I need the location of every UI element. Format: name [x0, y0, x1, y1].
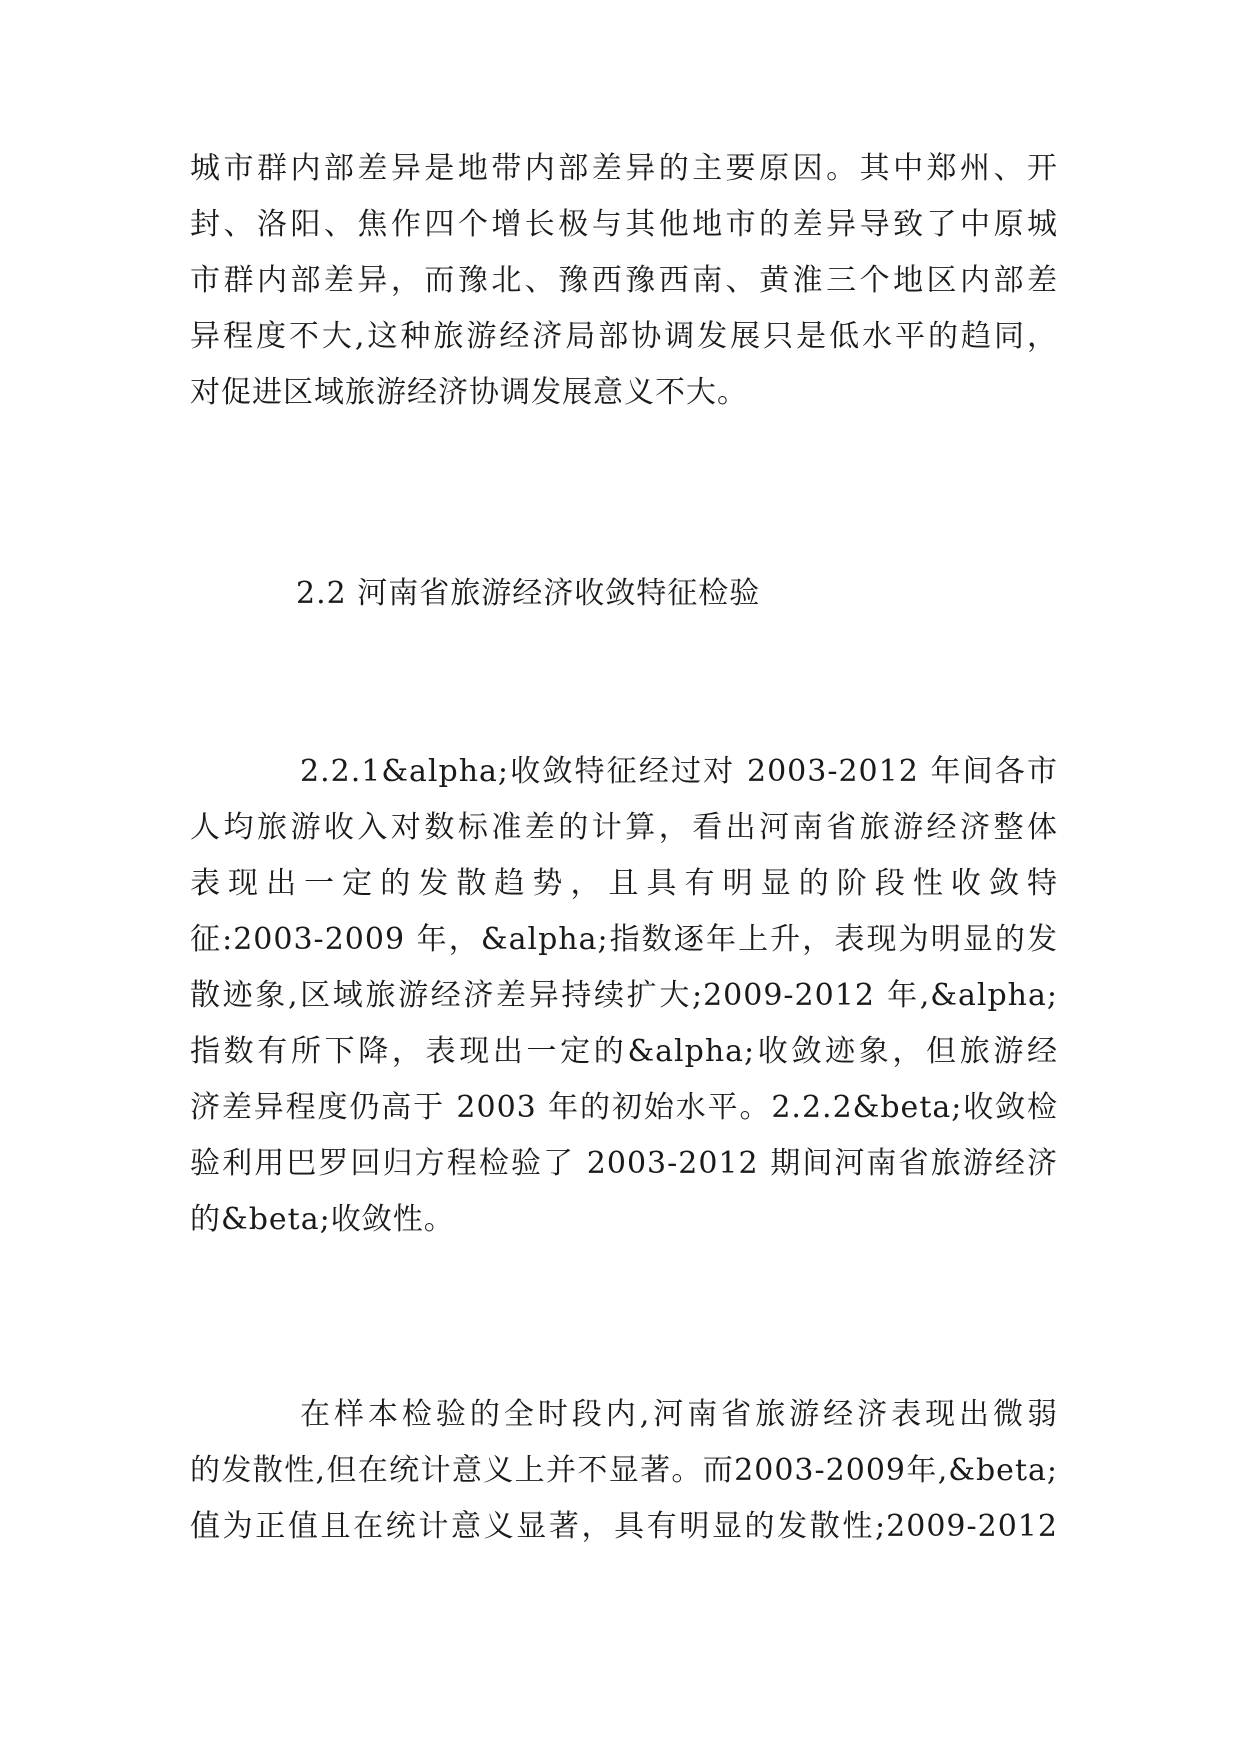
paragraph-line: 散迹象,区域旅游经济差异持续扩大;2009-2012 年,&alpha; — [190, 978, 1058, 1013]
paragraph-line: 验利用巴罗回归方程检验了 2003-2012 期间河南省旅游经济 — [190, 1146, 1058, 1181]
paragraph-line: 对促进区域旅游经济协调发展意义不大。 — [190, 375, 748, 410]
paragraph-regional-differences — [190, 141, 1058, 421]
paragraph-line: 2.2.1&alpha;收敛特征经过对 2003-2012 年间各市 — [300, 754, 1058, 789]
paragraph-line: 异程度不大,这种旅游经济局部协调发展只是低水平的趋同， — [190, 319, 1058, 354]
section-heading: 2.2 河南省旅游经济收敛特征检验 — [296, 576, 761, 611]
paragraph-line: 的发散性,但在统计意义上并不显著。而2003-2009年,&beta; — [190, 1453, 1058, 1488]
paragraph-line: 的&beta;收敛性。 — [190, 1202, 455, 1237]
paragraph-convergence-test — [190, 744, 1058, 1248]
paragraph-line: 表现出一定的发散趋势，且具有明显的阶段性收敛特 — [190, 866, 1058, 901]
paragraph-line: 封、洛阳、焦作四个增长极与其他地市的差异导致了中原城 — [190, 207, 1058, 242]
paragraph-line: 城市群内部差异是地带内部差异的主要原因。其中郑州、开 — [190, 151, 1058, 186]
paragraph-line: 在样本检验的全时段内,河南省旅游经济表现出微弱 — [300, 1397, 1058, 1432]
paragraph-line: 征:2003-2009 年，&alpha;指数逐年上升，表现为明显的发 — [190, 922, 1058, 957]
paragraph-line: 市群内部差异，而豫北、豫西豫西南、黄淮三个地区内部差 — [190, 263, 1058, 298]
paragraph-line: 指数有所下降，表现出一定的&alpha;收敛迹象，但旅游经 — [190, 1034, 1058, 1069]
paragraph-full-period — [190, 1387, 1058, 1555]
paragraph-line: 济差异程度仍高于 2003 年的初始水平。2.2.2&beta;收敛检 — [190, 1090, 1058, 1125]
paragraph-line: 人均旅游收入对数标准差的计算，看出河南省旅游经济整体 — [190, 810, 1058, 845]
paragraph-line: 值为正值且在统计意义显著，具有明显的发散性;2009-2012 — [190, 1509, 1058, 1544]
